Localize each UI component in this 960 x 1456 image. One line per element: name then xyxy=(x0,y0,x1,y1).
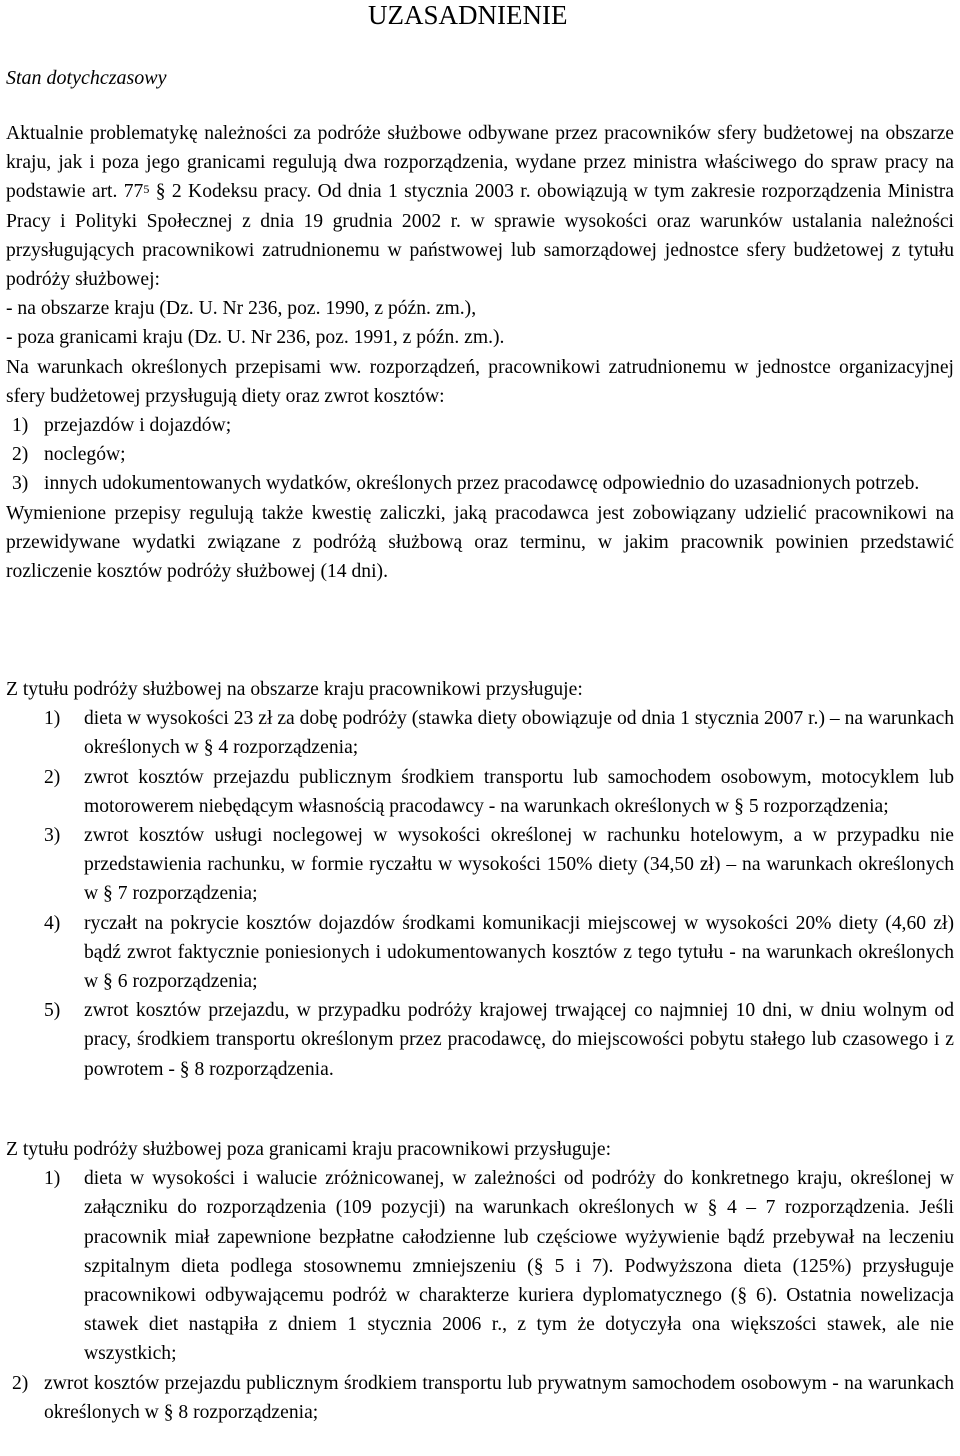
list-number: 2) xyxy=(12,1372,29,1394)
regulation-item: - na obszarze kraju (Dz. U. Nr 236, poz. 1990, z późn. zm.), xyxy=(6,298,477,320)
list-item xyxy=(6,411,954,440)
list-number: 5) xyxy=(44,1000,61,1022)
list-text: ryczałt na pokrycie kosztów dojazdów środkami komunikacji miejscowej w wysokości 20% diety (4,60 zł) bądź zwrot faktycznie poniesionych i udokumentowanych kosztów z tego tytułu - na warunkach określonych w § 6 rozporządzenia; xyxy=(84,912,954,993)
list-item xyxy=(6,704,954,762)
list-number: 1) xyxy=(44,708,61,730)
list-text: zwrot kosztów przejazdu, w przypadku podróży krajowej trwającej co najmniej 10 dni, w dniu wolnym od pracy, środkiem transportu określonym przez pracodawcę, do miejscowości pobytu stałego lub czasowego i z powrotem - § 8 rozporządzenia. xyxy=(84,1000,954,1080)
paragraph-intro-b: § 2 Kodeksu pracy. Od dnia 1 stycznia 2003 r. obowiązują w tym zakresie rozporządzenia Ministra Pracy i Polityki Społecznej z dnia 19 grudnia 2002 r. w sprawie wysokości oraz warunków ustalania należności przysługujących pracownikowi zatrudnionemu w państwowej lub samorządowej jednostce sfery budżetowej z tytułu podróży służbowej: xyxy=(6,181,954,291)
list-item xyxy=(6,909,954,997)
superscript: 5 xyxy=(143,182,150,197)
list-number: 1) xyxy=(12,415,29,437)
list-text: innych udokumentowanych wydatków, określonych przez pracodawcę odpowiednio do uzasadnionych potrzeb. xyxy=(44,473,920,495)
foreign-heading: Z tytułu podróży służbowej poza granicami kraju pracownikowi przysługuje: xyxy=(6,1139,612,1160)
domestic-list xyxy=(6,704,954,1084)
paragraph-intro xyxy=(6,119,954,294)
list-text: dieta w wysokości 23 zł za dobę podróży (stawka diety obowiązuje od dnia 1 stycznia 2007 r.) – na warunkach określonych w § 4 rozporządzenia; xyxy=(84,708,954,759)
list-number: 3) xyxy=(12,473,29,495)
list-number: 1) xyxy=(44,1168,61,1190)
domestic-section xyxy=(6,675,954,1084)
document-title: UZASADNIENIE xyxy=(368,0,568,30)
costs-list xyxy=(6,411,954,499)
list-item xyxy=(6,821,954,909)
regulation-item: - poza granicami kraju (Dz. U. Nr 236, poz. 1991, z późn. zm.). xyxy=(6,327,505,349)
paragraph-intro-a: Aktualnie problematykę należności za podróże służbowe odbywane przez pracowników sfery budżetowej na obszarze kraju, jak i poza jego granicami regulują dwa rozporządzenia, wydane przez ministra właściwego do spraw pracy na podstawie art. 77 xyxy=(6,123,954,203)
paragraph-costs-intro: Na warunkach określonych przepisami ww. rozporządzeń, pracownikowi zatrudnionemu w jednostce organizacyjnej sfery budżetowej przysługują diety oraz zwrot kosztów: xyxy=(6,356,954,407)
list-item xyxy=(6,1164,954,1368)
list-number: 3) xyxy=(44,825,61,847)
body-text xyxy=(6,119,954,586)
list-text: noclegów; xyxy=(44,444,126,466)
foreign-section xyxy=(6,1135,954,1427)
list-text: zwrot kosztów usługi noclegowej w wysokości określonej w rachunku hotelowym, a w przypadku nie przedstawienia rachunku, w formie ryczałtu w wysokości 150% diety (34,50 zł) – na warunkach określonych w § 7 rozporządzenia; xyxy=(84,825,954,905)
paragraph-advance: Wymienione przepisy regulują także kwestię zaliczki, jaką pracodawca jest zobowiązany udzielić pracownikowi na przewidywane wydatki związane z podróżą służbową oraz terminu, w jakim pracownik powinien przedstawić rozliczenie kosztów podróży służbowej (14 dni). xyxy=(6,502,954,583)
list-item xyxy=(6,996,954,1084)
list-text: dieta w wysokości i walucie zróżnicowanej, w zależności od podróży do konkretnego kraju, określonej w załączniku do rozporządzenia (109 pozycji) na warunkach określonych w § 4 – 7 rozporządzenia. Jeśli pracownik miał zapewnione bezpłatne całodzienne lub częściowe wyżywienie bądź przebywał na leczeniu szpitalnym dieta podlega stosownemu zmniejszeniu (§ 5 i 7). Podwyższona dieta (125%) przysługuje pracownikowi odbywającemu podróż w charakterze kuriera dyplomatycznego (§ 6). Ostatnia nowelizacja stawek diet nastąpiła z dniem 1 stycznia 2006 r., z tym że dotyczyła ona większości stawek, ale nie wszystkich; xyxy=(84,1168,954,1365)
foreign-list xyxy=(6,1164,954,1427)
list-text: przejazdów i dojazdów; xyxy=(44,415,232,437)
list-item xyxy=(6,763,954,821)
list-item xyxy=(6,469,954,498)
domestic-heading: Z tytułu podróży służbowej na obszarze kraju pracownikowi przysługuje: xyxy=(6,679,583,700)
list-number: 2) xyxy=(12,444,29,466)
list-text: zwrot kosztów przejazdu publicznym środkiem transportu lub prywatnym samochodem osobowym - na warunkach określonych w § 8 rozporządzenia; xyxy=(44,1372,954,1423)
section-heading: Stan dotychczasowy xyxy=(6,67,167,89)
list-text: zwrot kosztów przejazdu publicznym środkiem transportu lub samochodem osobowym, motocyklem lub motorowerem niebędącym własnością pracodawcy - na warunkach określonych w § 5 rozporządzenia; xyxy=(84,766,954,817)
list-item xyxy=(6,1369,954,1427)
list-number: 4) xyxy=(44,912,61,934)
list-number: 2) xyxy=(44,766,61,788)
list-item xyxy=(6,440,954,469)
